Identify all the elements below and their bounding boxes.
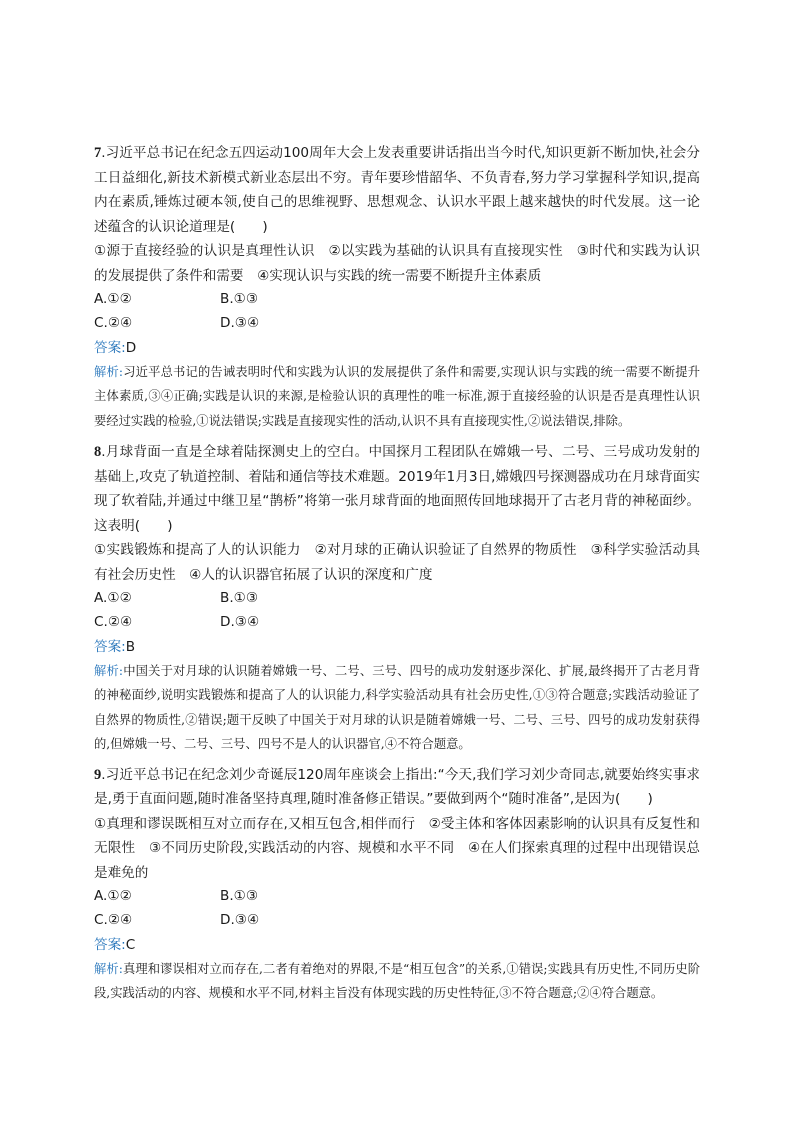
question-text: .月球背面一直是全球着陆探测史上的空白。中国探月工程团队在嫦娥一号、二号、三号成功发射的基础上,攻克了轨道控制、着陆和通信等技术难题。2019年1月3日,嫦娥四号探测器成功在月球背面实现了软着陆,并通过中继卫星“鹊桥”将第一张月球背面的地面照传回地球揭开了古老月背的神秘面纱。这表明( ) [94,444,700,534]
options [94,885,700,933]
answer [94,336,700,360]
question-9 [94,763,700,1006]
question-number: 8 [94,444,102,461]
analysis-label: 解析: [94,961,123,976]
answer-value: D [125,339,137,356]
option-c: C.②④ [94,314,133,331]
analysis [94,957,700,1006]
analysis [94,659,700,757]
option-a: A.①② [94,888,132,905]
answer-label: 答案: [94,936,126,953]
options [94,288,700,336]
option-a: A.①② [94,291,132,307]
analysis-label: 解析: [94,364,124,379]
question-stem [94,440,700,538]
option-b: B.①③ [220,590,259,607]
analysis [94,360,700,434]
answer-value: B [125,638,136,655]
option-b: B.①③ [220,291,259,307]
content [94,141,700,1006]
analysis-text: 中国关于对月球的认识随着嫦娥一号、二号、三号、四号的成功发射逐步深化、扩展,最终揭开了古老月背的神秘面纱,说明实践锻炼和提高了人的认识能力,科学实验活动具有社会历史性,①③符合题意;实践活动验证了自然界的物质性,②错误;题干反映了中国关于对月球的认识是随着嫦娥一号、二号、三号、四号的成功发射获得的,但嫦娥一号、二号、三号、四号不是人的认识器官,④不符合题意。 [94,663,700,752]
answer [94,635,700,659]
question-statements: ①源于直接经验的认识是真理性认识 ②以实践为基础的认识具有直接现实性 ③时代和实践为认识的发展提供了条件和需要 ④实现认识与实践的统一需要不断提升主体素质 [94,243,700,284]
question-stem [94,141,700,239]
option-d: D.③④ [220,911,260,928]
question-text: .习近平总书记在纪念刘少奇诞辰120周年座谈会上指出:“今天,我们学习刘少奇同志,就要始终实事求是,勇于直面问题,随时准备坚持真理,随时准备修正错误。”要做到两个“随时准备”,是因为( ) [94,766,700,808]
question-7 [94,141,700,433]
question-8 [94,440,700,757]
option-c: C.②④ [94,911,133,928]
option-d: D.③④ [220,613,260,630]
question-text: .习近平总书记在纪念五四运动100周年大会上发表重要讲话指出当今时代,知识更新不断加快,社会分工日益细化,新技术新模式新业态层出不穷。青年要珍惜韶华、不负青春,努力学习掌握科学知识,提高内在素质,锤炼过硬本领,使自己的思维视野、思想观念、认识水平跟上越来越快的时代发展。这一论述蕴含的认识论道理是( ) [94,145,700,235]
analysis-text: 真理和谬误相对立而存在,二者有着绝对的界限,不是“相互包含”的关系,①错误;实践具有历史性,不同历史阶段,实践活动的内容、规模和水平不同,材料主旨没有体现实践的历史性特征,③不符合题意;②④符合题意。 [94,961,700,1001]
question-statements: ①实践锻炼和提高了人的认识能力 ②对月球的正确认识验证了自然界的物质性 ③科学实验活动具有社会历史性 ④人的认识器官拓展了认识的深度和广度 [94,542,700,583]
question-statements: ①真理和谬误既相互对立而存在,又相互包含,相伴而行 ②受主体和客体因素影响的认识具有反复性和无限性 ③不同历史阶段,实践活动的内容、规模和水平不同 ④在人们探索真理的过程中出现错误总是难免的 [94,815,700,881]
option-c: C.②④ [94,613,133,630]
option-a: A.①② [94,590,132,607]
question-number: 9 [94,766,102,783]
option-d: D.③④ [220,314,260,331]
answer-label: 答案: [94,339,126,356]
answer [94,933,700,957]
answer-label: 答案: [94,638,126,655]
options [94,587,700,635]
analysis-text: 习近平总书记的告诫表明时代和实践为认识的发展提供了条件和需要,实现认识与实践的统一需要不断提升主体素质,③④正确;实践是认识的来源,是检验认识的真理性的唯一标准,源于直接经验的认识是否是真理性认识要经过实践的检验,①说法错误;实践是直接现实性的活动,认识不具有直接现实性,②说法错误,排除。 [94,364,700,428]
analysis-label: 解析: [94,663,124,678]
question-number: 7 [94,145,102,161]
question-stem [94,763,700,812]
answer-value: C [125,936,136,953]
option-b: B.①③ [220,888,259,905]
